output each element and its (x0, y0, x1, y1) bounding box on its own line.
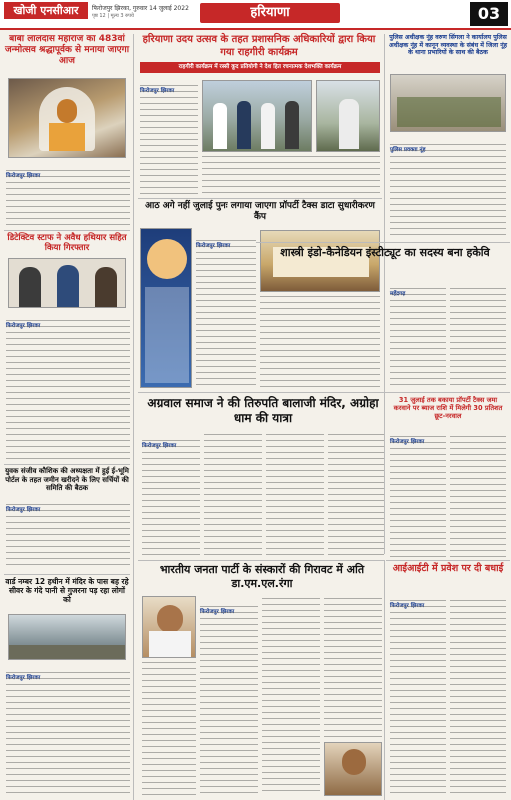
divider (4, 574, 130, 575)
article-text (324, 598, 382, 738)
left-story-1 (4, 34, 130, 67)
article-text (204, 434, 262, 558)
headline: युवक संजीव कौशिक की अध्यक्षता में हुई ई-भूमि पोर्टल के तहत जमीन खरीदने के लिए सर्चियों की समिति की बैठक (5, 467, 129, 492)
byline: फिरोजपुर झिरका (6, 675, 41, 681)
headline: 31 जुलाई तक बकाया प्रॉपर्टी टैक्स जमा करवाने पर ब्याज राशि में मिलेगी 30 प्रतिशत छूट-नरवाल (393, 396, 503, 420)
article-text (6, 672, 130, 796)
iit-story (388, 563, 508, 575)
tax-story (390, 396, 506, 420)
news-photo (260, 230, 380, 292)
article-text (140, 85, 198, 195)
article-text (6, 504, 130, 570)
byline: फिरोजपुर झिरका (390, 603, 425, 609)
article-text (450, 288, 506, 388)
byline: फिरोजपुर झिरका (200, 609, 235, 615)
byline: पुलिस प्रवक्ता नूंह (390, 147, 426, 153)
byline: फिरोजपुर झिरका (142, 443, 177, 449)
byline: फिरोजपुर झिरका (140, 88, 175, 94)
article-text (266, 434, 324, 558)
column-divider (384, 560, 385, 800)
headline: बाबा लालदास महाराज का 483वां जन्मोत्सव श्रद्धापूर्वक से मनाया जाएगा आज (4, 34, 130, 66)
article-text (390, 288, 446, 388)
ad-story (138, 201, 382, 223)
article-text (142, 662, 196, 796)
portrait-photo (324, 742, 382, 796)
brand-logo: खोजी एनसीआर (4, 2, 88, 19)
column-divider (384, 34, 385, 554)
portrait-photo (142, 596, 196, 658)
divider (256, 242, 510, 243)
headline: अग्रवाल समाज ने की तिरुपति बालाजी मंदिर, अग्रोहा धाम की यात्रा (147, 396, 379, 425)
article-text (260, 296, 380, 388)
masthead (0, 0, 511, 30)
byline: महेंद्रगढ़ (390, 291, 406, 297)
divider (4, 230, 130, 231)
headline: आठ अगे नहीं जुलाई पुनः लगाया जाएगा प्रॉपर्टी टैक्स डाटा सुधारीकरण कैंप (145, 201, 375, 222)
headline: भारतीय जनता पार्टी के संस्कारों की गिरावट में अति डा.एम.एल.रंगा (159, 563, 365, 590)
news-photo (8, 258, 126, 308)
article-text (328, 434, 384, 558)
headline: वार्ड नम्बर 12 हथीन में मंदिर के पास बह रहे सीवर के गंदे पानी से गुजरना पड़ रहा लोगों को (5, 577, 129, 604)
left-story-2 (4, 233, 130, 253)
temple-story (140, 396, 386, 426)
dateline-sub: पृष्ठ 12 | मूल्य 3 रुपये (92, 13, 134, 19)
divider (138, 392, 510, 393)
divider (386, 560, 510, 561)
shastri-story (262, 246, 508, 260)
bjp-story (140, 563, 384, 591)
news-photo (202, 80, 312, 152)
left-story-4 (4, 577, 130, 604)
divider (4, 464, 130, 465)
lead-story (138, 34, 380, 59)
article-text (262, 598, 320, 738)
article-text (390, 436, 446, 558)
article-text (142, 440, 200, 558)
article-text (6, 320, 130, 460)
dateline: फिरोजपुर झिरका, गुरुवार 14 जुलाई 2022 (92, 5, 189, 12)
article-text (390, 600, 446, 796)
article-text (202, 156, 380, 196)
article-text (450, 600, 506, 796)
article-text (450, 436, 506, 558)
byline: फिरोजपुर झिरका (6, 323, 41, 329)
byline: फिरोजपुर झिरका (6, 173, 41, 179)
page-number: 03 (470, 2, 508, 26)
article-text (196, 240, 256, 388)
poster-image (140, 228, 192, 388)
byline: फिरोजपुर झिरका (196, 243, 231, 249)
section-title: हरियाणा (200, 3, 340, 23)
news-photo (8, 614, 126, 660)
column-divider (133, 34, 134, 800)
headline: पुलिस अधीक्षक नूंह वरुण सिंगला ने कार्यालय पुलिस अधीक्षक नूंह में कानून व्यवस्था के संबंध में जिला नूंह के थाना प्रभारियों के साथ की बैठक (388, 34, 508, 57)
article-text (262, 742, 320, 796)
headline: डिटेक्टिव स्टाफ ने अवैध हथियार सहित किया गिरफ्तार (7, 233, 127, 253)
police-story (388, 34, 508, 57)
article-text (6, 170, 130, 228)
divider (138, 560, 384, 561)
byline: फिरोजपुर झिरका (390, 439, 425, 445)
news-photo (316, 80, 380, 152)
news-photo (8, 78, 126, 158)
news-photo (390, 74, 506, 132)
headline: आईआईटी में प्रवेश पर दी बधाई (392, 563, 504, 574)
byline: फिरोजपुर झिरका (6, 507, 41, 513)
headline: हरियाणा उदय उत्सव के तहत प्रशासनिक अधिकारियों द्वारा किया गया राहगीरी कार्यक्रम (142, 34, 376, 58)
headline: शास्त्री इंडो-कैनेडियन इंस्टीट्यूट का सदस्य बना हकेवि (280, 246, 490, 259)
article-text (390, 144, 506, 240)
article-text (200, 606, 258, 796)
divider (138, 198, 382, 199)
left-story-3 (4, 467, 130, 493)
subheadline-banner: राहगीरी कार्यक्रम में रस्सी कूद प्रतियोगी ने देश हित रचनात्मक देशभक्ति कार्यक्रम (140, 62, 380, 73)
